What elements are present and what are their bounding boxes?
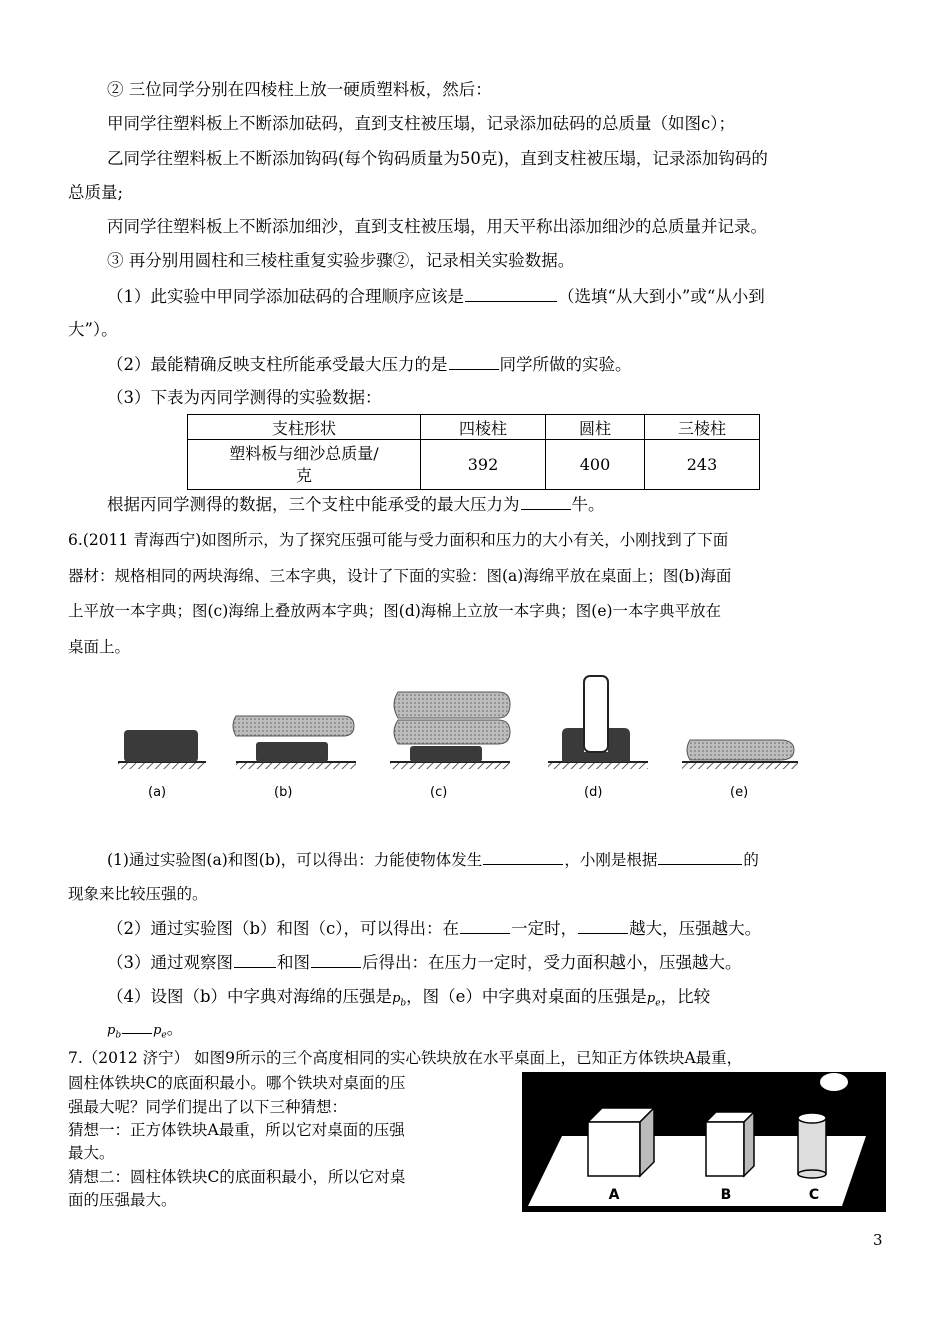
row-label-line-2: 克: [295, 465, 312, 485]
q5-1-text-c: 大”）。: [68, 320, 118, 339]
q7-line-5: 最大。: [68, 1144, 115, 1162]
answer-blank-fig1[interactable]: [234, 951, 276, 968]
answer-blank-compare[interactable]: [122, 1017, 152, 1034]
q7-intro: 7.（2012 济宁） 如图9所示的三个高度相同的实心铁块放在水平桌面上，已知正方体铁块A最重，: [68, 1049, 743, 1067]
yi-text-2: 总质量;: [68, 183, 124, 202]
answer-blank-phenomenon[interactable]: [658, 848, 742, 865]
answer-blank-fig2[interactable]: [311, 951, 361, 968]
answer-blank-constant[interactable]: [460, 917, 510, 934]
figure-b: [233, 716, 356, 769]
q5-2-line: [107, 353, 632, 376]
figure-label: (d): [584, 785, 603, 800]
q5-3-text: （3）下表为丙同学测得的实验数据：: [107, 388, 382, 407]
q6-intro-3: 上平放一本字典；图(c)海绵上叠放两本字典；图(d)海棉上立放一本字典；图(e)一本字典平放在: [68, 602, 722, 620]
q5-2-text-a: （2）最能精确反映支柱所能承受最大压力的是: [107, 355, 448, 374]
bing-text: 丙同学往塑料板上不断添加细沙，直到支柱被压塌，用天平称出添加细沙的总质量并记录。: [107, 217, 767, 236]
table-row: [188, 415, 760, 440]
q6-1-text-b: ，小刚是根据: [564, 851, 658, 869]
q6-2-line: [107, 917, 761, 940]
answer-blank-force[interactable]: [521, 493, 571, 510]
q5-1-text-b: （选填“从大到小”或“从小到: [558, 287, 765, 306]
q6-2-text-b: 一定时，: [511, 919, 578, 938]
q6-2-text-c: 越大，压强越大。: [629, 919, 762, 938]
table-header-cell: 三棱柱: [645, 415, 760, 440]
q5-conclusion-line: [107, 493, 605, 516]
q7-line-4: 猜想一：正方体铁块A最重，所以它对桌面的压强: [68, 1121, 405, 1139]
figure-label: (a): [148, 785, 167, 800]
block-label: A: [608, 1187, 620, 1203]
q7-line-3: 强最大呢？同学们提出了以下三种猜想：: [68, 1098, 348, 1116]
block-label: B: [720, 1187, 732, 1203]
pe-symbol: $p_e$: [153, 1023, 167, 1041]
q5-conclusion-b: 牛。: [571, 495, 605, 514]
figure-label: (b): [274, 785, 293, 800]
q6-4-text-a: （4）设图（b）中字典对海绵的压强是: [107, 987, 393, 1006]
step2-text: ② 三位同学分别在四棱柱上放一硬质塑料板，然后：: [107, 80, 492, 99]
q5-1-line: [107, 285, 765, 308]
cylinder-c: [798, 1113, 826, 1178]
table-cell: 400: [546, 440, 645, 490]
answer-blank-order[interactable]: [465, 285, 557, 302]
cube-a: [588, 1108, 654, 1176]
q6-1-line: [107, 848, 759, 871]
page-number: 3: [873, 1231, 883, 1249]
q5-1-text-a: （1）此实验中甲同学添加砝码的合理顺序应该是: [107, 287, 464, 306]
q7-line-6: 猜想二：圆柱体铁块C的底面积最小，所以它对桌: [68, 1168, 406, 1186]
figure-c: [390, 692, 510, 769]
iron-blocks-figure: [522, 1072, 886, 1212]
q6-3-text-b: 和图: [277, 953, 310, 972]
q6-4-text-c: ，比较: [660, 987, 711, 1006]
q6-intro-2: 器材：规格相同的两块海绵、三本字典，设计了下面的实验：图(a)海绵平放在桌面上；图(b)海面: [68, 567, 732, 585]
answer-blank-deformation[interactable]: [483, 848, 563, 865]
answer-blank-student[interactable]: [449, 353, 499, 370]
row-label-line-1: 塑料板与细沙总质量/: [229, 443, 379, 463]
q6-4-compare-line: [107, 1017, 183, 1047]
figure-a: [118, 730, 206, 769]
table-cell: 392: [421, 440, 546, 490]
pb-symbol: $p_b$: [107, 1023, 122, 1041]
cuboid-b: [706, 1112, 754, 1176]
q6-4-end: 。: [166, 1019, 184, 1038]
q6-4-text-b: ，图（e）中字典对桌面的压强是: [406, 987, 647, 1006]
block-label: C: [808, 1187, 820, 1203]
pb-symbol: $p_b$: [392, 991, 407, 1009]
q5-conclusion-a: 根据丙同学测得的数据，三个支柱中能承受的最大压力为: [107, 495, 520, 514]
answer-blank-larger[interactable]: [578, 917, 628, 934]
table-header-cell: 支柱形状: [188, 415, 421, 440]
pe-symbol: $p_e$: [646, 991, 661, 1009]
q6-1-text-d: 现象来比较压强的。: [68, 885, 208, 903]
step3-text: ③ 再分别用圆柱和三棱柱重复实验步骤②，记录相关实验数据。: [107, 251, 575, 270]
sponge-experiment-figure: [118, 670, 818, 810]
q6-intro-1: 6.(2011 青海西宁)如图所示，为了探究压强可能与受力面积和压力的大小有关，小刚找到了下面: [68, 531, 729, 549]
q6-1-text-a: (1)通过实验图(a)和图(b)，可以得出：力能使物体发生: [107, 851, 483, 869]
q7-line-7: 面的压强最大。: [68, 1191, 177, 1209]
q6-2-text-a: （2）通过实验图（b）和图（c），可以得出：在: [107, 919, 460, 938]
q6-3-text-a: （3）通过观察图: [107, 953, 233, 972]
jia-text: 甲同学往塑料板上不断添加砝码，直到支柱被压塌，记录添加砝码的总质量（如图c）；: [107, 114, 735, 133]
q5-2-text-b: 同学所做的实验。: [499, 355, 632, 374]
q6-1-text-c: 的: [743, 851, 759, 869]
figure-e: [682, 740, 798, 769]
table-header-cell: 四棱柱: [421, 415, 546, 440]
table-header-cell: 圆柱: [546, 415, 645, 440]
figure-d: [548, 676, 648, 769]
q6-3-text-c: 后得出：在压力一定时，受力面积越小，压强越大。: [362, 953, 742, 972]
figure-label: (c): [430, 785, 448, 800]
data-table: [187, 414, 760, 490]
q6-4-line: [107, 986, 710, 1015]
yi-text-1: 乙同学往塑料板上不断添加钩码(每个钩码质量为50克)，直到支柱被压塌，记录添加钩码的: [107, 149, 768, 168]
q6-intro-4: 桌面上。: [68, 638, 131, 656]
table-row-label: [188, 440, 421, 490]
table-row: [188, 440, 760, 490]
table-cell: 243: [645, 440, 760, 490]
figure-label: (e): [730, 785, 749, 800]
q7-line-2: 圆柱体铁块C的底面积最小。哪个铁块对桌面的压: [68, 1074, 406, 1092]
q6-3-line: [107, 951, 742, 974]
